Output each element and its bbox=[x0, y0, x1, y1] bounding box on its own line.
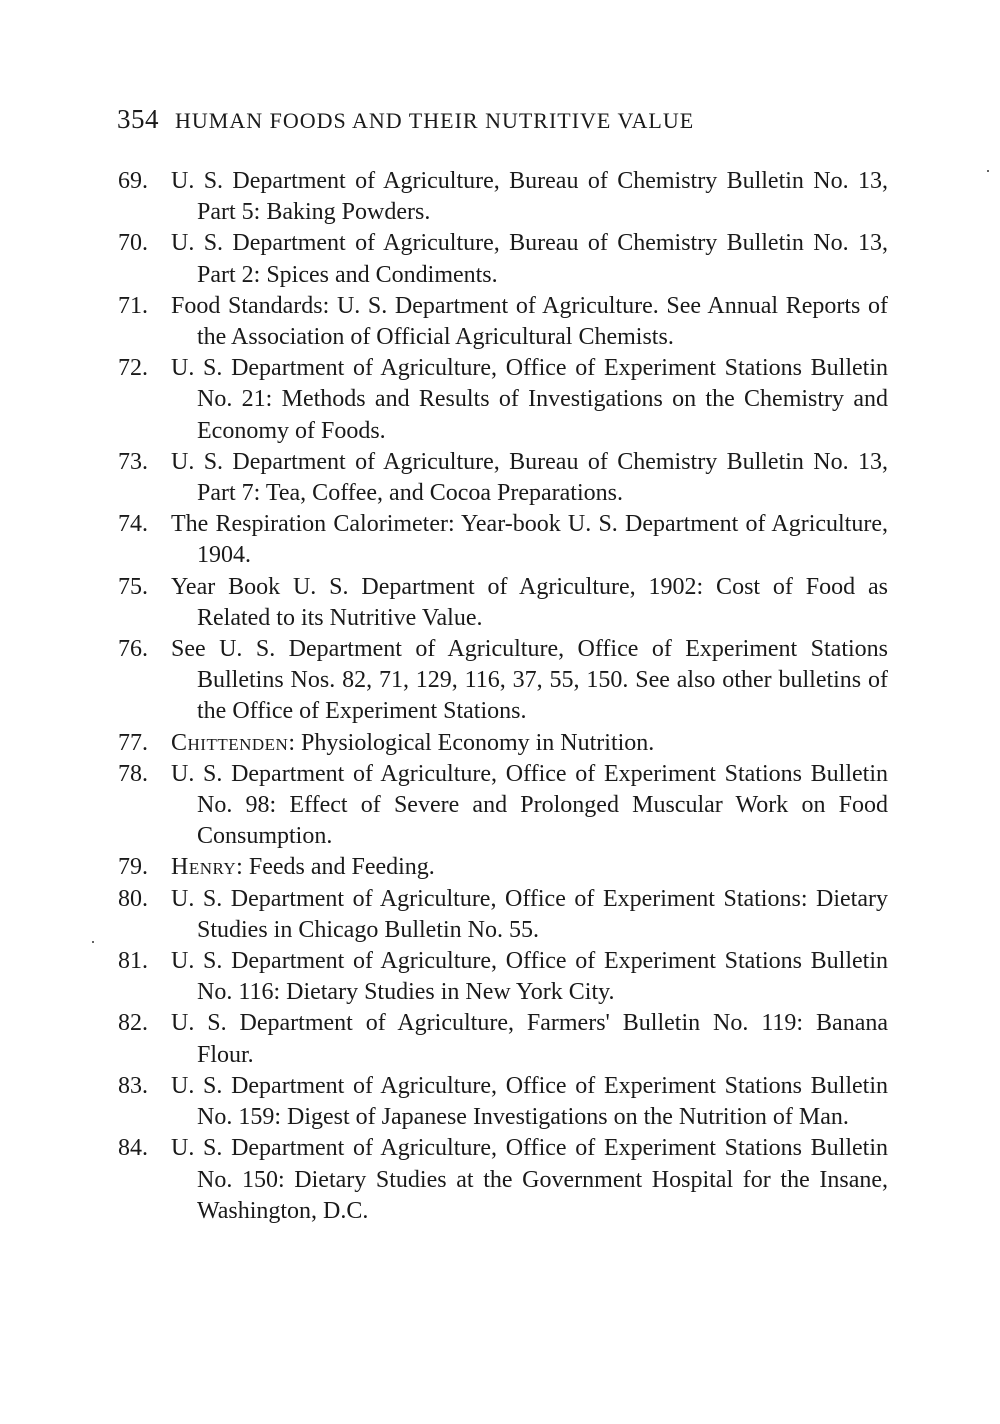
reference-text: U. S. Department of Agriculture, Office of Experiment Stations Bulletin No. 98: Effect of Severe and Prolonged Muscular Work on Food Consumption. bbox=[171, 760, 888, 850]
scan-speck bbox=[92, 941, 94, 943]
reference-text: U. S. Department of Agriculture, Office of Experiment Stations Bulletin No. 21: Methods and Results of Investigations on the Chemistry and Economy of Foods. bbox=[171, 355, 888, 444]
reference-number: 71. bbox=[118, 292, 148, 319]
reference-text: The Respiration Calorimeter: Year-book U. S. Department of Agriculture, 1904. bbox=[171, 511, 888, 569]
reference-number: 73. bbox=[118, 448, 148, 475]
reference-text: U. S. Department of Agriculture, Bureau of Chemistry Bulletin No. 13, Part 7: Tea, Coffee, and Cocoa Preparations. bbox=[171, 448, 888, 507]
reference-text: U. S. Department of Agriculture, Office of Experiment Stations Bulletin No. 150: Dietary Studies at the Government Hospital for the Insane, Washington, D.C. bbox=[171, 1135, 888, 1224]
reference-number: 80. bbox=[118, 885, 148, 912]
reference-entry-76 bbox=[118, 634, 888, 728]
reference-number: 77. bbox=[118, 729, 148, 756]
reference-number: 74. bbox=[118, 511, 148, 538]
author-name: Henry bbox=[171, 854, 237, 881]
reference-entry-78 bbox=[118, 759, 888, 853]
reference-number: 76. bbox=[118, 636, 148, 663]
reference-list bbox=[118, 166, 888, 1227]
reference-entry-83 bbox=[118, 1071, 888, 1133]
reference-number: 78. bbox=[118, 760, 148, 787]
reference-entry-70 bbox=[118, 228, 888, 290]
reference-text: U. S. Department of Agriculture, Bureau of Chemistry Bulletin No. 13, Part 5: Baking Powders. bbox=[171, 168, 888, 226]
reference-text bbox=[171, 852, 888, 883]
reference-number: 75. bbox=[118, 573, 148, 600]
reference-text: U. S. Department of Agriculture, Office of Experiment Stations Bulletin No. 159: Digest of Japanese Investigations on the Nutrition of Man. bbox=[171, 1072, 888, 1131]
reference-text: U. S. Department of Agriculture, Bureau of Chemistry Bulletin No. 13, Part 2: Spices and Condiments. bbox=[171, 230, 888, 288]
reference-title: : Feeds and Feeding. bbox=[236, 854, 435, 881]
reference-number: 84. bbox=[118, 1135, 148, 1162]
reference-number: 70. bbox=[118, 230, 148, 257]
reference-number: 83. bbox=[118, 1072, 148, 1099]
reference-entry-77 bbox=[118, 728, 888, 759]
page-number: 354 bbox=[117, 104, 159, 134]
scan-speck bbox=[987, 170, 989, 172]
reference-number: 72. bbox=[118, 355, 148, 382]
reference-number: 69. bbox=[118, 168, 148, 194]
reference-entry-73 bbox=[118, 447, 888, 509]
author-name: Chittenden bbox=[171, 729, 289, 756]
reference-entry-69 bbox=[118, 166, 888, 228]
reference-entry-75 bbox=[118, 572, 888, 634]
reference-number: 81. bbox=[118, 948, 148, 975]
reference-number: 79. bbox=[118, 854, 148, 881]
reference-text: U. S. Department of Agriculture, Farmers' Bulletin No. 119: Banana Flour. bbox=[171, 1010, 888, 1068]
reference-text: Food Standards: U. S. Department of Agriculture. See Annual Reports of the Association of Official Agricultural Chemists. bbox=[171, 292, 888, 351]
reference-entry-84 bbox=[118, 1133, 888, 1227]
reference-text bbox=[171, 728, 888, 759]
reference-title: : Physiological Economy in Nutrition. bbox=[288, 729, 655, 756]
reference-entry-81 bbox=[118, 946, 888, 1008]
reference-text: U. S. Department of Agriculture, Office of Experiment Stations: Dietary Studies in Chicago Bulletin No. 55. bbox=[171, 885, 888, 943]
running-header bbox=[117, 104, 897, 135]
reference-entry-80 bbox=[118, 884, 888, 946]
reference-entry-71 bbox=[118, 291, 888, 353]
reference-entry-79 bbox=[118, 852, 888, 883]
reference-text: Year Book U. S. Department of Agriculture, 1902: Cost of Food as Related to its Nutritive Value. bbox=[171, 573, 888, 631]
reference-entry-82 bbox=[118, 1008, 888, 1070]
reference-text: U. S. Department of Agriculture, Office of Experiment Stations Bulletin No. 116: Dietary Studies in New York City. bbox=[171, 948, 888, 1006]
reference-entry-74 bbox=[118, 509, 888, 571]
reference-number: 82. bbox=[118, 1010, 148, 1037]
reference-entry-72 bbox=[118, 353, 888, 447]
reference-text: See U. S. Department of Agriculture, Office of Experiment Stations Bulletins Nos. 82, 71, 129, 116, 37, 55, 150. See also other bulletins of the Office of Experiment Stations. bbox=[171, 636, 888, 725]
running-title: HUMAN FOODS AND THEIR NUTRITIVE VALUE bbox=[175, 108, 695, 133]
